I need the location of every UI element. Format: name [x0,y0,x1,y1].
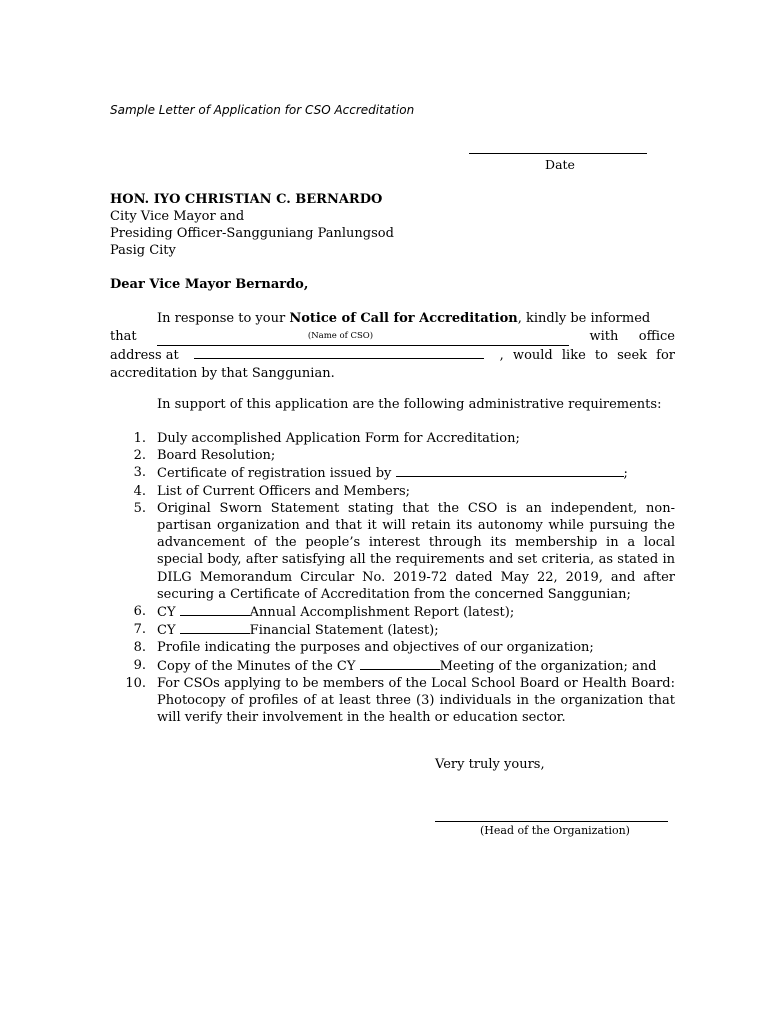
recipient-city: Pasig City [110,243,176,258]
list-item: 6. CY Annual Accomplishment Report (latest); [133,604,515,621]
list-item: 10. For CSOs applying to be members of the Local School Board or Health Board: Photocopy of profiles of at least three (3) individuals in the organization that will verify their involvement in the health or education sector. [125,675,675,726]
intro-with: with [589,328,619,344]
cso-name-label: (Name of CSO) [294,328,387,347]
notice-of-call: Notice of Call for Accreditation [289,311,518,326]
requirements-list [110,430,675,726]
recipient-title-line2: Presiding Officer-Sangguniang Panlungsod [110,226,394,241]
list-item: 7. CY Financial Statement (latest); [133,622,439,639]
intro-lead: In response to your [157,311,286,326]
closing: Very truly yours, [435,757,545,772]
cy-blank-6[interactable] [180,603,250,616]
recipient-name: HON. IYO CHRISTIAN C. BERNARDO [110,192,383,207]
intro-last-line: accreditation by that Sanggunian. [110,365,335,381]
cy-blank-7[interactable] [180,621,250,634]
intro-office: office [638,328,675,344]
salutation: Dear Vice Mayor Bernardo, [110,277,309,292]
list-item: 4. List of Current Officers and Members; [133,483,410,499]
cso-name-blank-left[interactable] [157,333,294,346]
office-address-blank[interactable] [194,346,484,359]
list-item: 2. Board Resolution; [133,448,276,464]
date-label: Date [545,157,575,172]
cy-blank-9[interactable] [360,657,440,670]
cso-name-blank-right[interactable] [387,333,569,346]
date-blank-line [469,153,647,154]
list-item: 9. Copy of the Minutes of the CY Meeting of the organization; and [133,657,657,674]
intro-after-notice: , kindly be informed [517,311,651,326]
intro-would-like: , would like to seek for [499,348,675,363]
recipient-address-block [110,191,394,259]
intro-paragraph [110,310,675,382]
intro-that: that [110,328,137,344]
intro-address-at: address at [110,348,179,363]
recipient-title-line1: City Vice Mayor and [110,209,245,224]
list-item: 8. Profile indicating the purposes and objectives of our organization; [133,640,594,656]
support-line: In support of this application are the following administrative requirements: [157,397,662,412]
list-item: 1. Duly accomplished Application Form for Accreditation; [133,431,520,446]
document-title: Sample Letter of Application for CSO Accreditation [110,103,415,117]
list-item: 3. Certificate of registration issued by ; [133,465,628,482]
list-item: 5. Original Sworn Statement stating that the CSO is an independent, non-partisan organization and that it will retain its autonomy while pursuing the advancement of the people’s interest through its membership in a local special body, after satisfying all the requirements and set criteria, as stated in DILG Memorandum Circular No. 2019-72 dated May 22, 2019, and after securing a Certificate of Accreditation from the concerned Sanggunian; [133,500,675,602]
signature-line[interactable] [435,821,668,822]
issuer-blank[interactable] [396,464,624,477]
signatory-label: (Head of the Organization) [480,824,630,837]
